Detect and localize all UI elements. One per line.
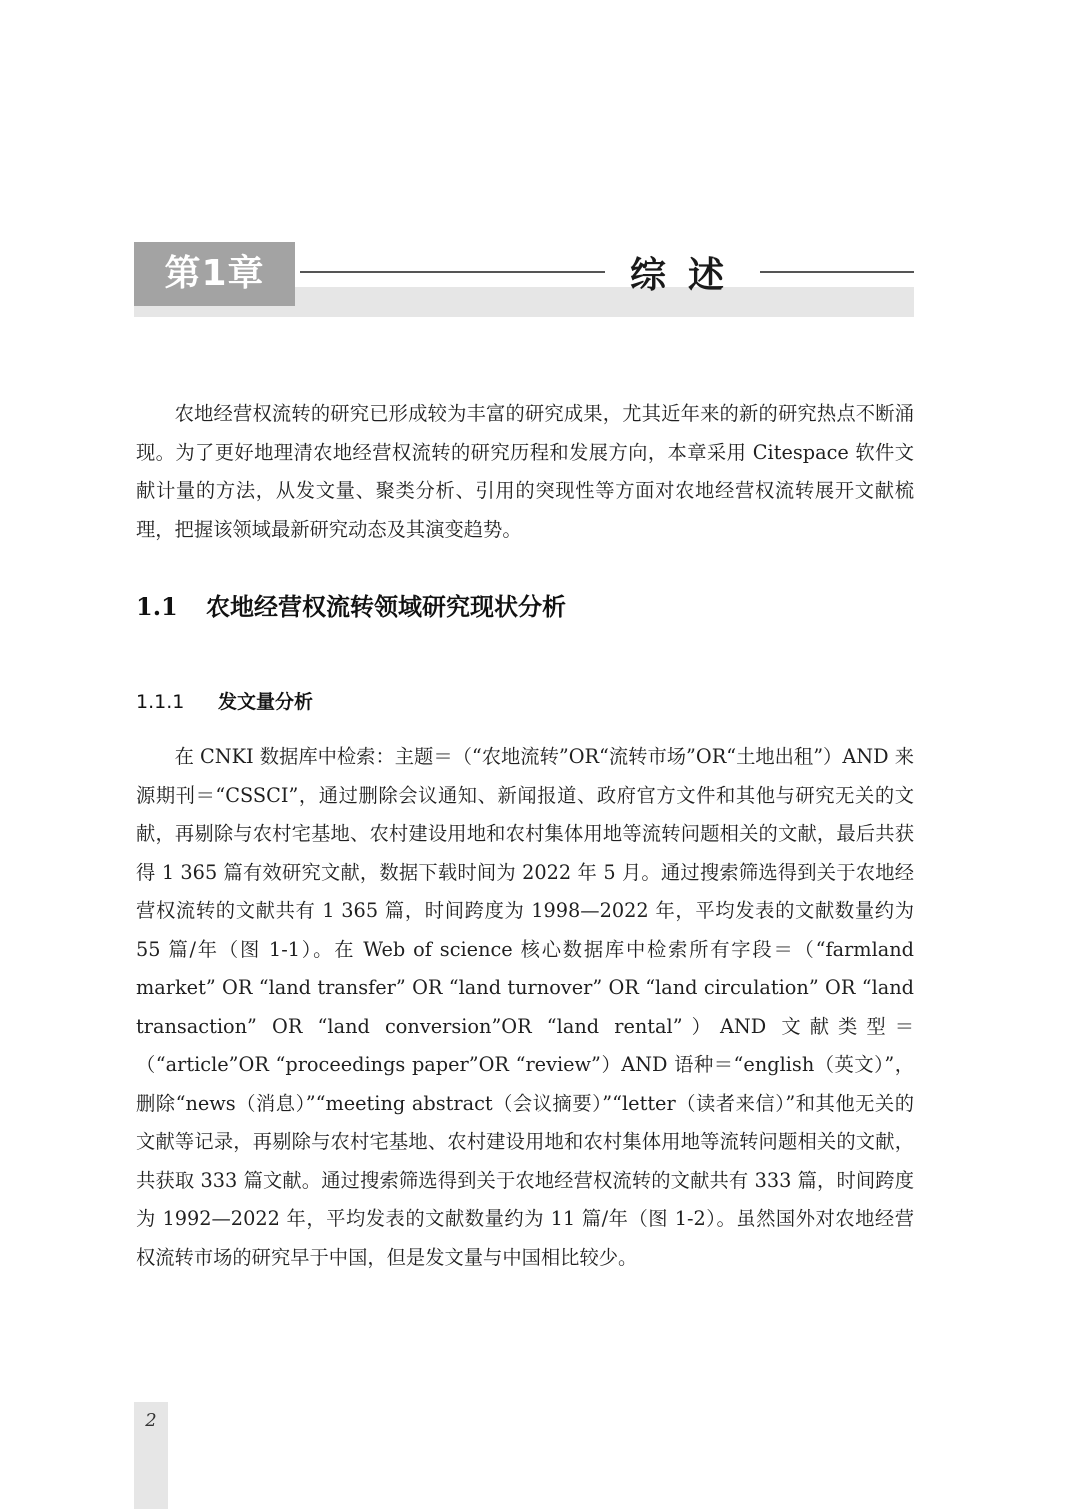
subsection-number: 1.1.1 — [136, 691, 185, 713]
subsection-title: 发文量分析 — [218, 691, 314, 713]
chapter-title: 综述 — [629, 255, 746, 296]
chapter-header — [134, 242, 914, 317]
section-title: 农地经营权流转领域研究现状分析 — [206, 592, 566, 621]
intro-paragraph: 农地经营权流转的研究已形成较为丰富的研究成果，尤其近年来的新的研究热点不断涌现。为了更好地理清农地经营权流转的研究历程和发展方向，本章采用 Citespace 软件文献计量的方法，从发文量、聚类分析、引用的突现性等方面对农地经营权流转展开文献梳理，把握该领域最新研究动态及其演变趋势。 — [136, 402, 914, 541]
page-number-tab — [134, 1402, 168, 1509]
subsection-heading — [136, 684, 914, 720]
chapter-label: 第1章 — [134, 242, 295, 306]
body-paragraph: 在 CNKI 数据库中检索：主题＝（“农地流转”OR“流转市场”OR“土地出租”）AND 来源期刊＝“CSSCI”，通过删除会议通知、新闻报道、政府官方文件和其他与研究无关的文献，再剔除与农村宅基地、农村建设用地和农村集体用地等流转问题相关的文献，最后共获得 1 365 篇有效研究文献，数据下载时间为 2022 年 5 月。通过搜索筛选得到关于农地经营权流转的文献共有 1 365 篇，时间跨度为 1998—2022 年，平均发表的文献数量约为 55 篇/年（图 1-1）。在 Web of science 核心数据库中检索所有字段＝（“farmland market” OR “land transfer” OR “land turnover” OR “land circulation” OR “land transaction” OR “land conversion”OR “land rental”）AND 文献类型＝（“article”OR “proceedings paper”OR “review”）AND 语种＝“english（英文）”，删除“news（消息）”“meeting abstract（会议摘要）”“letter（读者来信）”和其他无关的文献等记录，再剔除与农村宅基地、农村建设用地和农村集体用地等流转问题相关的文献，共获取 333 篇文献。通过搜索筛选得到关于农地经营权流转的文献共有 333 篇，时间跨度为 1992—2022 年，平均发表的文献数量约为 11 篇/年（图 1-2）。虽然国外对农地经营权流转市场的研究早于中国，但是发文量与中国相比较少。 — [136, 745, 914, 1269]
chapter-rule-left — [300, 271, 605, 273]
chapter-rule-right — [760, 271, 914, 273]
section-number: 1.1 — [136, 592, 178, 621]
section-heading — [136, 586, 914, 628]
page-number: 2 — [145, 1410, 157, 1431]
